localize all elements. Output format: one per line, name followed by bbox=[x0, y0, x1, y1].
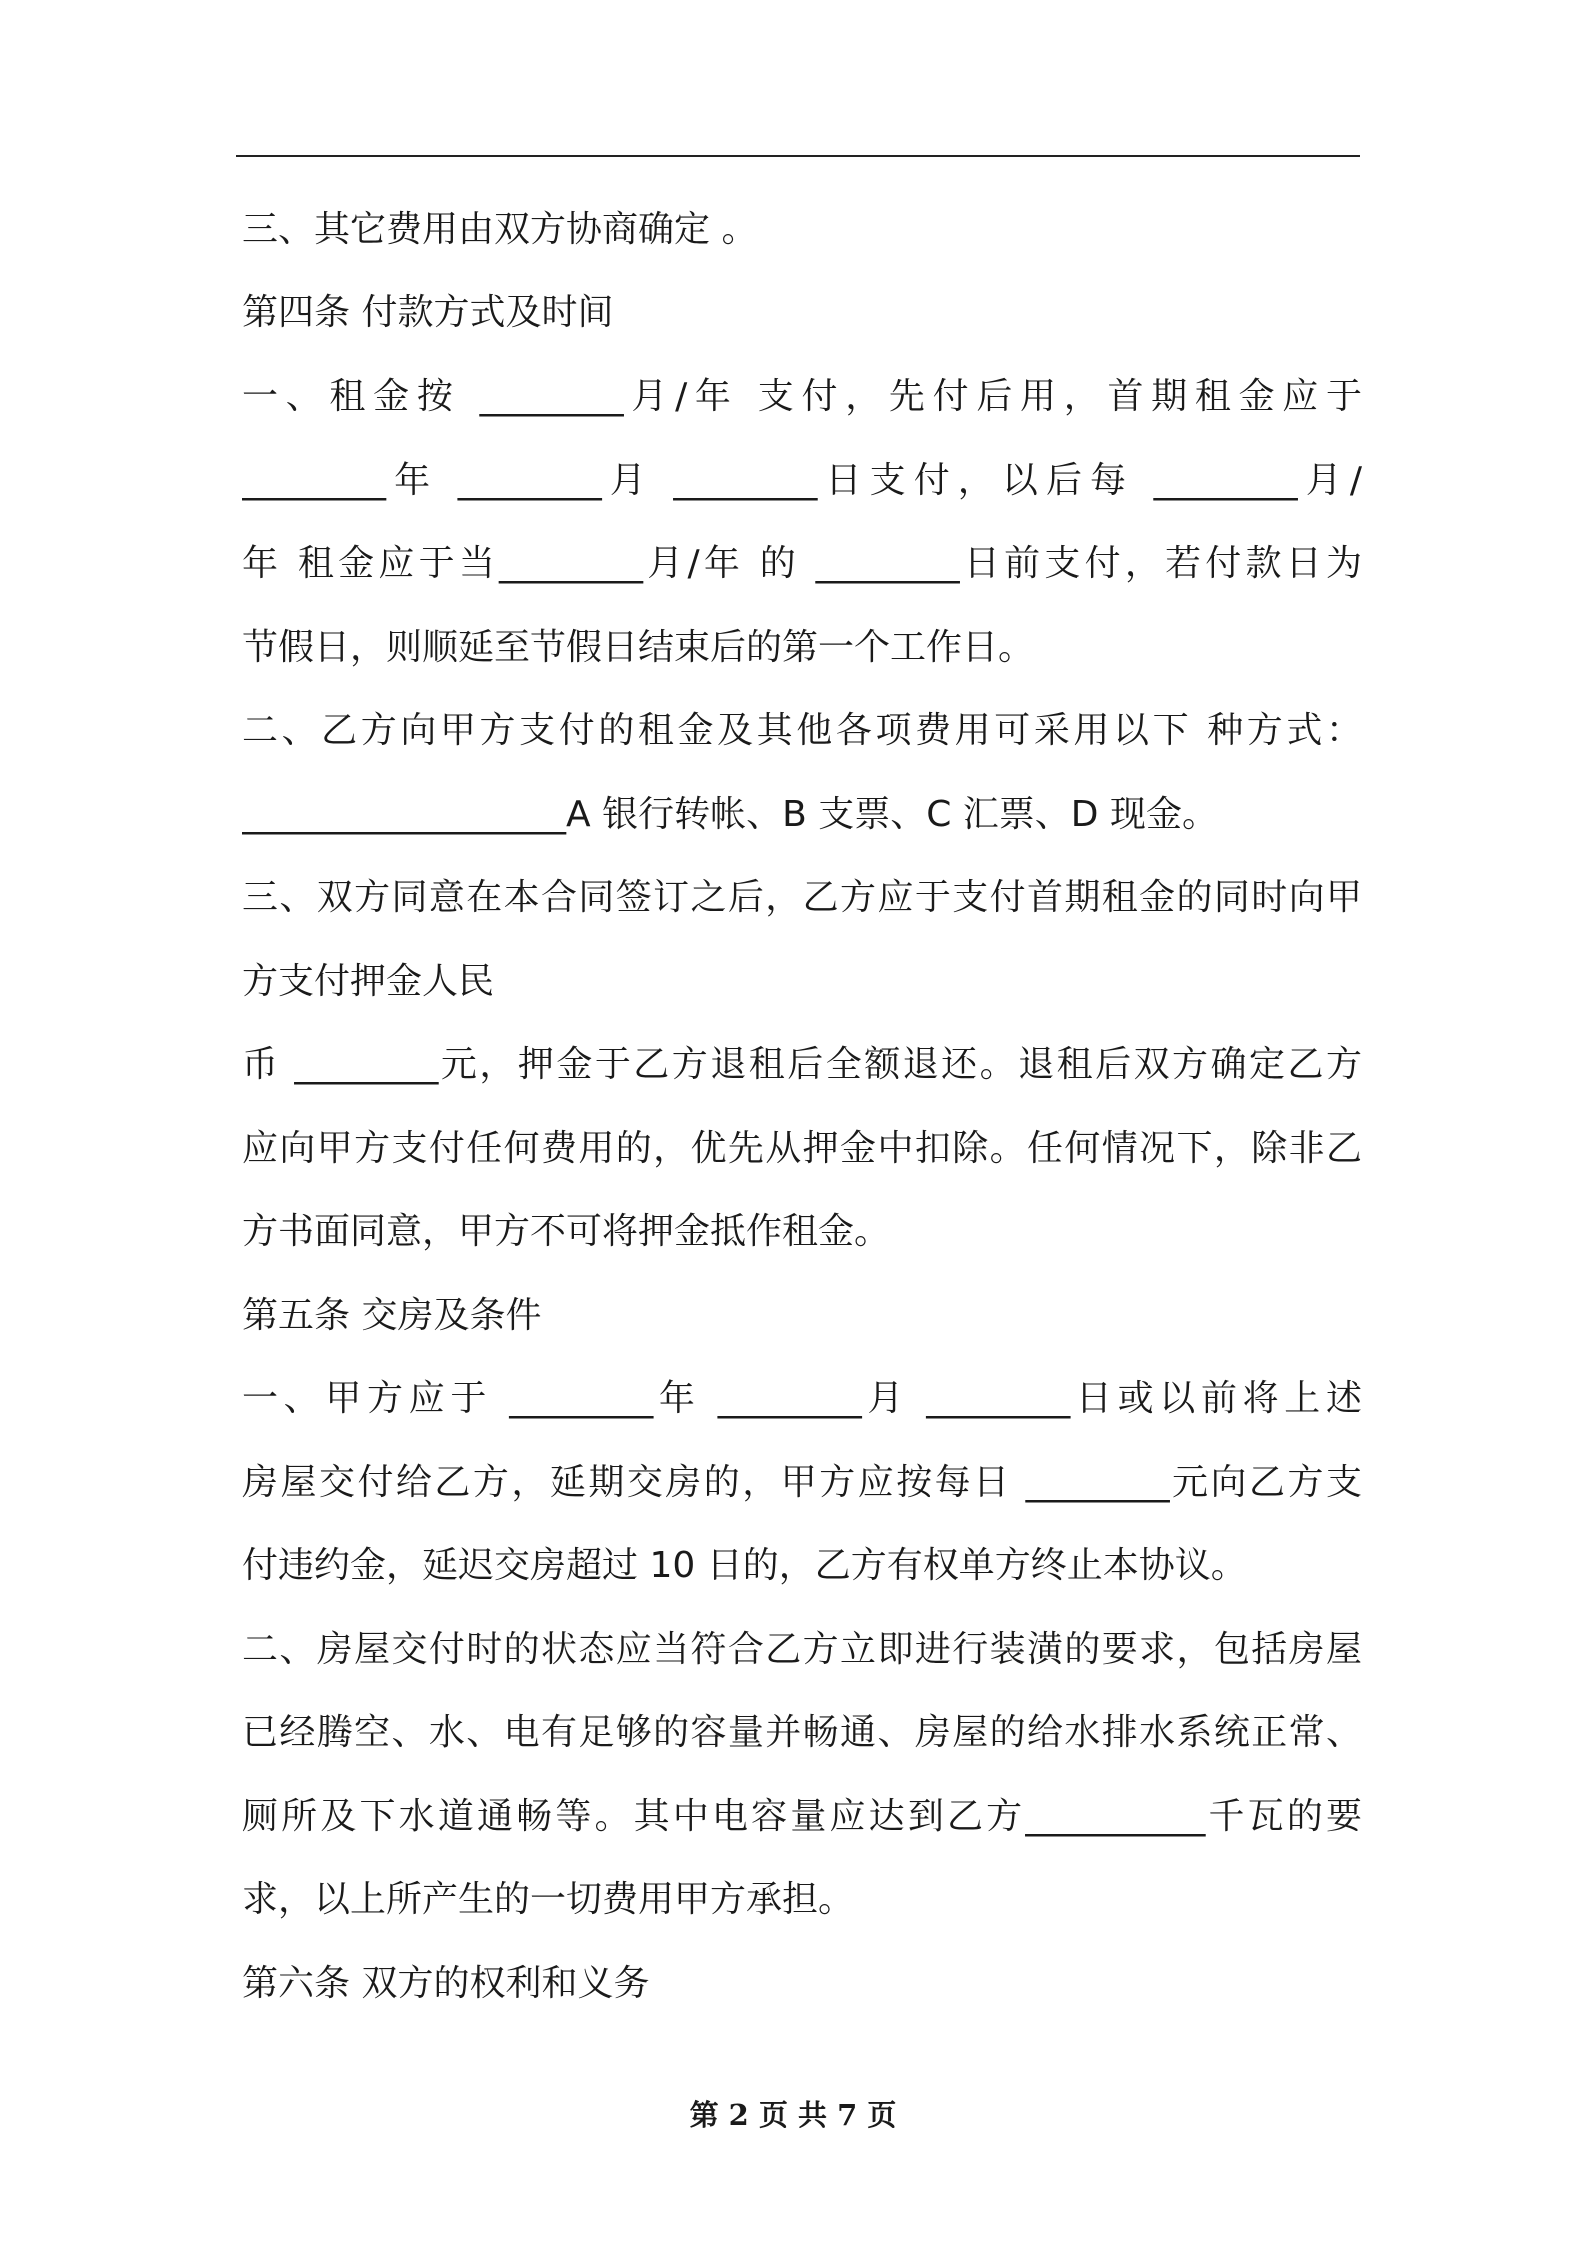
article-5-item-2-line-1: 二、房屋交付时的状态应当符合乙方立即进行装潢的要求，包括房屋 bbox=[242, 1629, 1362, 1670]
article-4-item-3-line-4: 应向甲方支付任何费用的，优先从押金中扣除。任何情况下，除非乙 bbox=[242, 1128, 1362, 1169]
header-rule bbox=[236, 155, 1360, 157]
article-5-item-1-line-2: 房屋交付给乙方，延期交房的，甲方应按每日 ________元向乙方支 bbox=[242, 1462, 1362, 1503]
article-5-item-1-line-3: 付违约金，延迟交房超过 10 日的，乙方有权单方终止本协议。 bbox=[242, 1545, 1247, 1586]
article-4-item-2-line-2: __________________A 银行转帐、B 支票、C 汇票、D 现金。 bbox=[242, 794, 1218, 835]
clause-3-3-other-fees: 三、其它费用由双方协商确定 。 bbox=[242, 209, 758, 250]
article-4-item-1-line-3: 年 租金应于当________月/年 的 ________日前支付，若付款日为 bbox=[242, 543, 1362, 584]
article-4-item-3-line-5: 方书面同意，甲方不可将押金抵作租金。 bbox=[242, 1211, 891, 1252]
article-4-item-1-line-2: ________年 ________月 ________日支付，以后每 ________月/ bbox=[242, 460, 1362, 501]
article-6-heading: 第六条 双方的权利和义务 bbox=[242, 1963, 650, 2004]
page-number-footer: 第 2 页 共 7 页 bbox=[689, 2098, 897, 2132]
article-4-item-1-line-4: 节假日，则顺延至节假日结束后的第一个工作日。 bbox=[242, 627, 1035, 668]
article-5-item-2-line-2: 已经腾空、水、电有足够的容量并畅通、房屋的给水排水系统正常、 bbox=[242, 1712, 1362, 1753]
article-5-heading: 第五条 交房及条件 bbox=[242, 1295, 542, 1336]
article-4-item-3-line-3: 币 ________元，押金于乙方退租后全额退还。退租后双方确定乙方 bbox=[242, 1044, 1362, 1085]
article-4-heading: 第四条 付款方式及时间 bbox=[242, 292, 614, 333]
article-5-item-2-line-3: 厕所及下水道通畅等。其中电容量应达到乙方__________千瓦的要 bbox=[242, 1796, 1362, 1837]
article-5-item-2-line-4: 求，以上所产生的一切费用甲方承担。 bbox=[242, 1879, 855, 1920]
article-4-item-2-line-1: 二、乙方向甲方支付的租金及其他各项费用可采用以下 种方式： bbox=[242, 710, 1362, 751]
article-5-item-1-line-1: 一、甲方应于 ________年 ________月 ________日或以前将上述 bbox=[242, 1378, 1362, 1419]
article-4-item-3-line-2: 方支付押金人民 bbox=[242, 961, 495, 1002]
article-4-item-3-line-1: 三、双方同意在本合同签订之后，乙方应于支付首期租金的同时向甲 bbox=[242, 877, 1362, 918]
article-4-item-1-line-1: 一、租金按 ________月/年 支付，先付后用，首期租金应于 bbox=[242, 376, 1362, 417]
